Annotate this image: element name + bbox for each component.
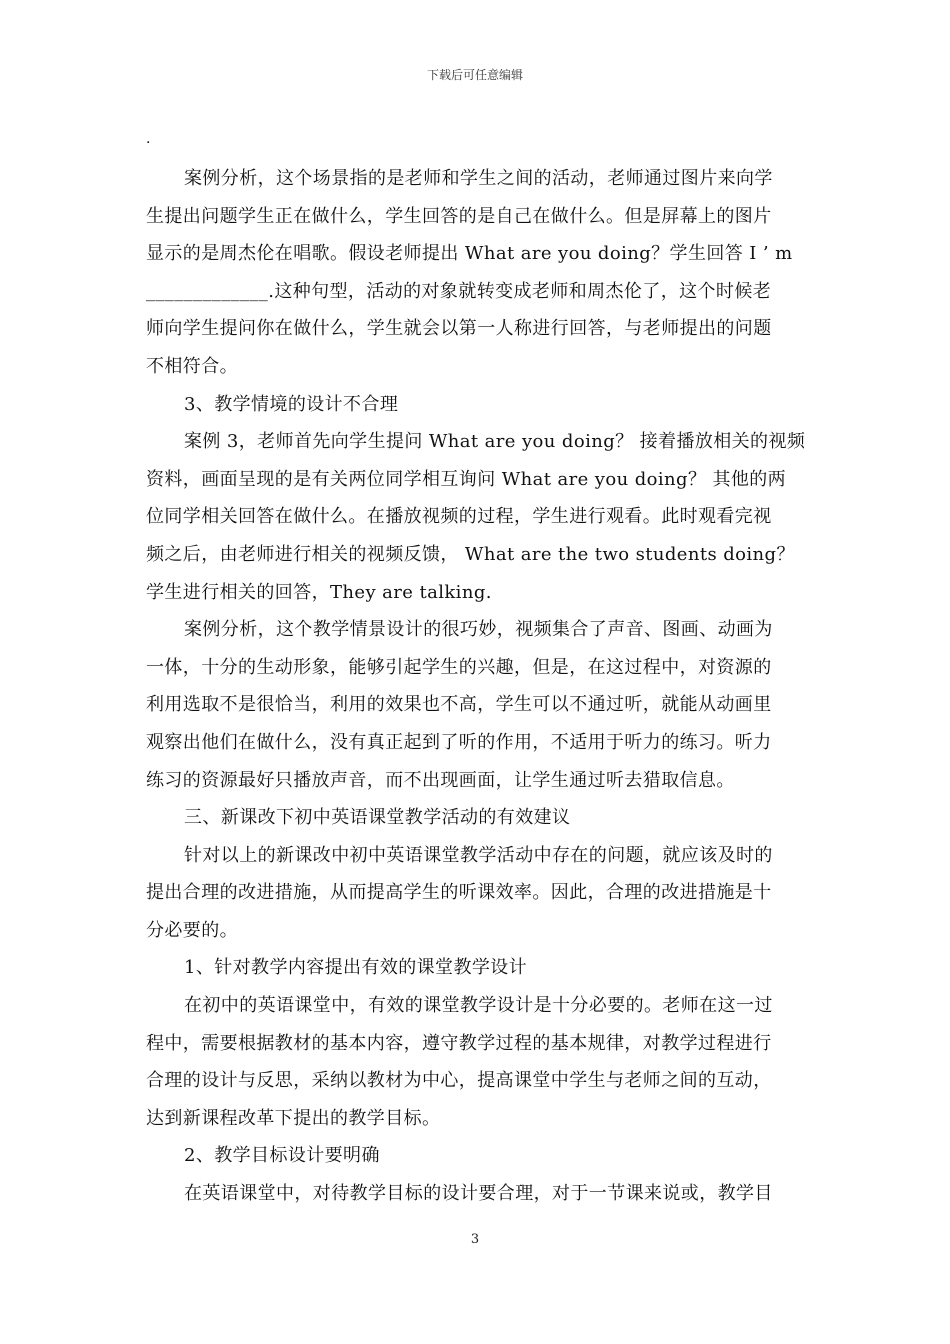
paragraph-line: _____________.这种句型，活动的对象就转变成老师和周杰伦了，这个时候老: [146, 280, 772, 302]
paragraph-line: 针对以上的新课改中初中英语课堂教学活动中存在的问题，就应该及时的: [184, 844, 773, 866]
paragraph-line: 在初中的英语课堂中，有效的课堂教学设计是十分必要的。老师在这一过: [184, 995, 773, 1017]
section-heading: 3、教学情境的设计不合理: [184, 393, 399, 415]
section-heading: 三、新课改下初中英语课堂教学活动的有效建议: [184, 807, 571, 829]
section-heading: 2、教学目标设计要明确: [184, 1145, 380, 1167]
paragraph-line: 合理的设计与反思，采纳以教材为中心，提高课堂中学生与老师之间的互动，: [146, 1070, 772, 1092]
page-number: 3: [470, 1232, 480, 1247]
stray-dot: .: [146, 131, 151, 147]
paragraph-line: 一体，十分的生动形象，能够引起学生的兴趣，但是，在这过程中，对资源的: [146, 656, 772, 678]
paragraph-line: 案例 3，老师首先向学生提问 What are you doing？ 接着播放相关的视频: [184, 431, 806, 453]
paragraph-line: 显示的是周杰伦在唱歌。假设老师提出 What are you doing？学生回答 I ’ m: [146, 243, 793, 265]
page-header: 下载后可任意编辑: [426, 68, 523, 82]
paragraph-line: 资料，画面呈现的是有关两位同学相互询问 What are you doing？ 其他的两: [146, 468, 787, 490]
document-body: [146, 118, 810, 1213]
paragraph-line: 练习的资源最好只播放声音，而不出现画面，让学生通过听去猎取信息。: [146, 769, 735, 791]
paragraph-line: 位同学相关回答在做什么。在播放视频的过程，学生进行观看。此时观看完视: [146, 506, 772, 528]
paragraph-line: 分必要的。: [146, 919, 238, 941]
paragraph-line: 生提出问题学生正在做什么，学生回答的是自己在做什么。但是屏幕上的图片: [146, 205, 772, 227]
paragraph-line: 案例分析，这个场景指的是老师和学生之间的活动，老师通过图片来向学: [184, 168, 773, 189]
paragraph-line: 利用选取不是很恰当，利用的效果也不高，学生可以不通过听，就能从动画里: [146, 694, 772, 716]
paragraph-line: 案例分析，这个教学情景设计的很巧妙，视频集合了声音、图画、动画为: [184, 619, 773, 641]
paragraph-line: 不相符合。: [146, 355, 238, 377]
paragraph-line: 频之后，由老师进行相关的视频反馈， What are the two students doing？: [146, 543, 795, 565]
paragraph-line: 在英语课堂中，对待教学目标的设计要合理，对于一节课来说或，教学目: [184, 1183, 773, 1205]
paragraph-line: 提出合理的改进措施，从而提高学生的听课效率。因此，合理的改进措施是十: [146, 882, 772, 904]
paragraph-line: 观察出他们在做什么，没有真正起到了听的作用，不适用于听力的练习。听力: [146, 731, 772, 753]
paragraph-line: 师向学生提问你在做什么，学生就会以第一人称进行回答，与老师提出的问题: [146, 318, 772, 340]
paragraph-line: 达到新课程改革下提出的教学目标。: [146, 1107, 441, 1129]
paragraph-line: 学生进行相关的回答，They are talking.: [146, 581, 492, 603]
paragraph-line: 程中，需要根据教材的基本内容，遵守教学过程的基本规律，对教学过程进行: [146, 1032, 772, 1054]
section-heading: 1、针对教学内容提出有效的课堂教学设计: [184, 957, 528, 979]
